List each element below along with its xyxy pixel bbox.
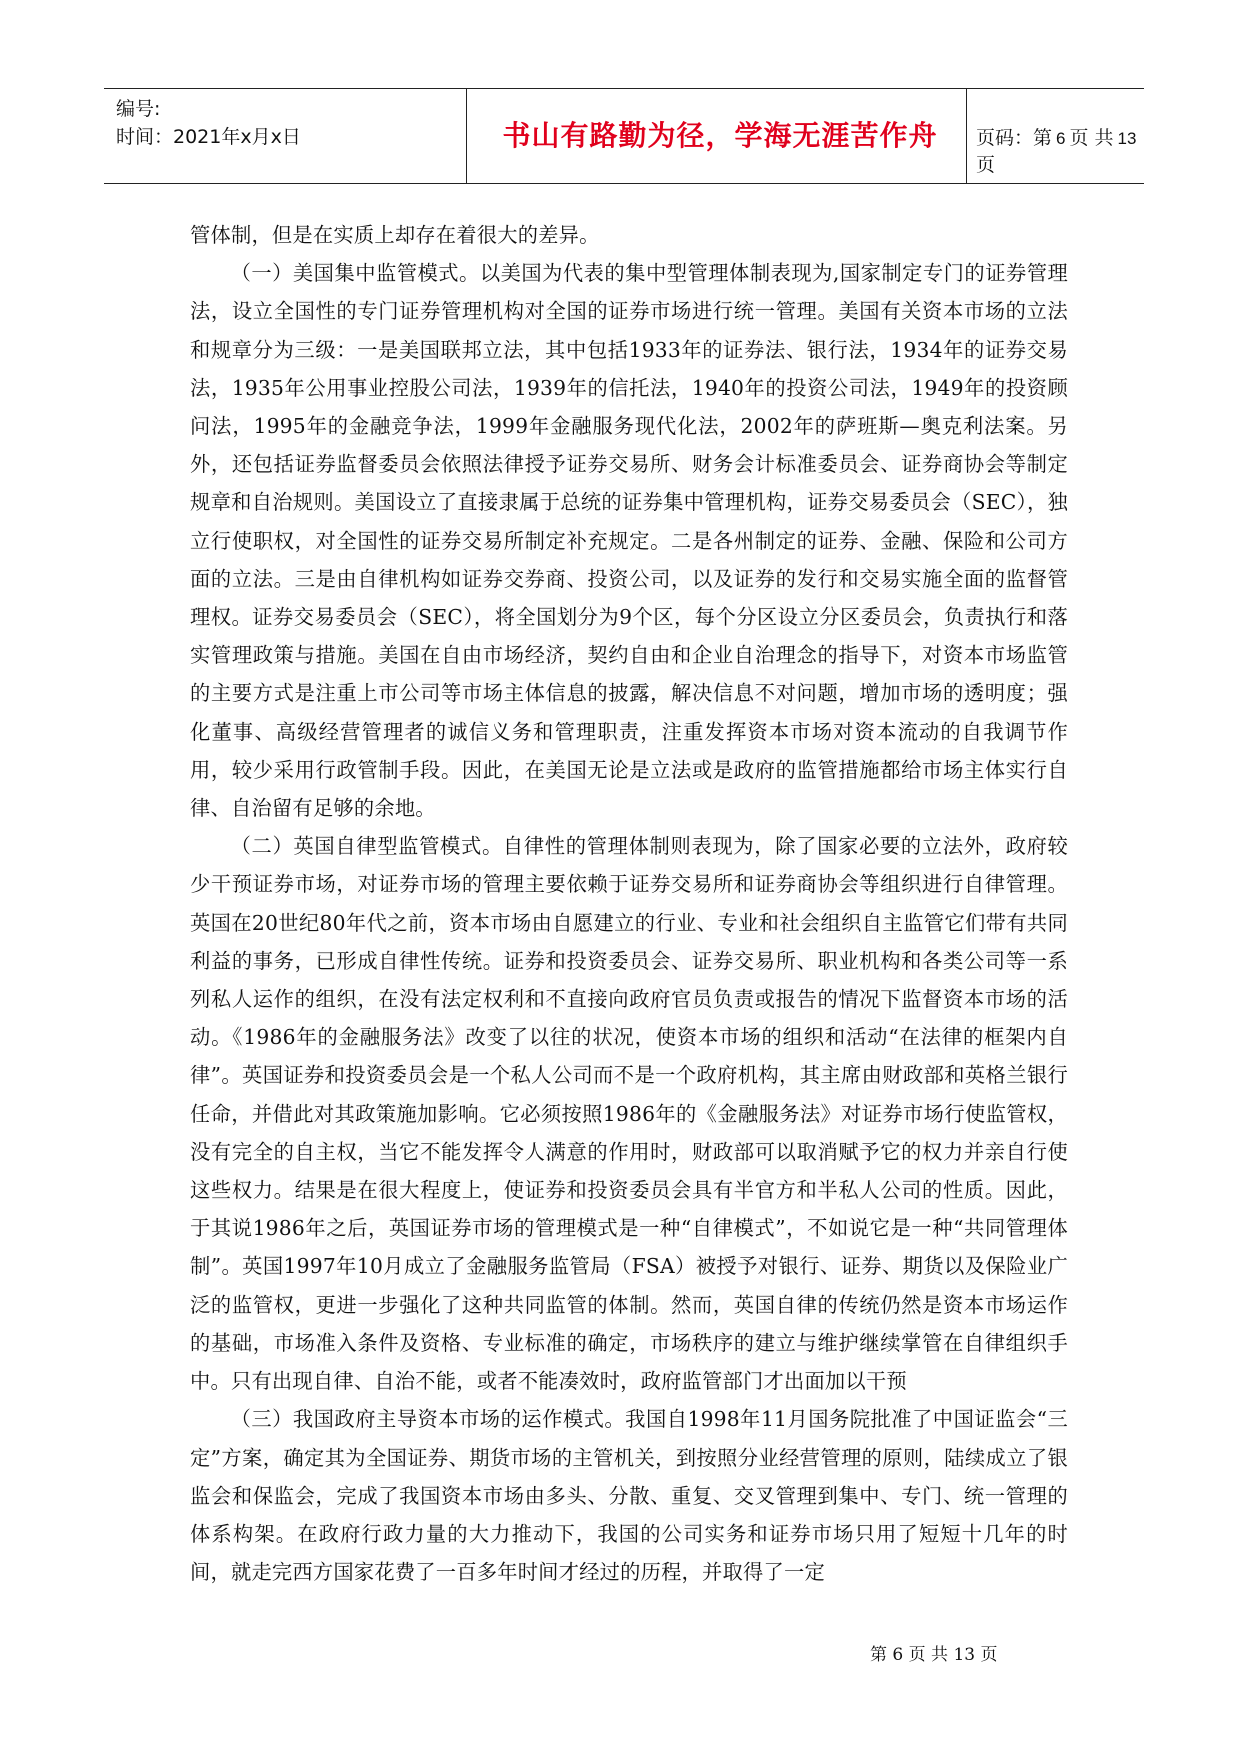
document-body [190,216,1068,1591]
header-page-indicator [976,123,1144,177]
footer-suffix: 页 [980,1645,998,1665]
header-page-current: 6 [1056,129,1066,148]
page-header [104,88,1144,184]
footer-page-mid: 页 共 [908,1645,949,1665]
paragraph-uk-regulation: （二）英国自律型监管模式。自律性的管理体制则表现为，除了国家必要的立法外，政府较少干预证券市场，对证券市场的管理主要依赖于证券交易所和证券商协会等组织进行自律管理。英国在20世纪80年代之前，资本市场由自愿建立的行业、专业和社会组织自主监管它们带有共同利益的事务，已形成自律性传统。证券和投资委员会、证券交易所、职业机构和各类公司等一系列私人运作的组织，在没有法定权利和不直接向政府官员负责或报告的情况下监督资本市场的活动。《1986年的金融服务法》改变了以往的状况，使资本市场的组织和活动“在法律的框架内自律”。英国证券和投资委员会是一个私人公司而不是一个政府机构，其主席由财政部和英格兰银行任命，并借此对其政策施加影响。它必须按照1986年的《金融服务法》对证券市场行使监管权，没有完全的自主权，当它不能发挥令人满意的作用时，财政部可以取消赋予它的权力并亲自行使这些权力。结果是在很大程度上，使证券和投资委员会具有半官方和半私人公司的性质。因此，于其说1986年之后，英国证券市场的管理模式是一种“自律模式”，不如说它是一种“共同管理体制”。英国1997年10月成立了金融服务监管局（FSA）被授予对银行、证券、期货以及保险业广泛的监管权，更进一步强化了这种共同监管的体制。然而，英国自律的传统仍然是资本市场运作的基础，市场准入条件及资格、专业标准的确定，市场秩序的建立与维护继续掌管在自律组织手中。只有出现自律、自治不能，或者不能凑效时，政府监管部门才出面加以干预 [190,834,1068,1394]
header-page-mid: 页 共 [1069,127,1114,149]
document-time-label: 时间：2021年x月x日 [116,126,301,148]
footer-prefix: 第 [870,1645,887,1665]
header-page-suffix: 页 [976,154,996,176]
header-divider-left [466,89,467,183]
page-footer [870,1640,998,1665]
header-divider-right [966,89,967,183]
footer-page-total: 13 [953,1645,976,1665]
paragraph-china-regulation: （三）我国政府主导资本市场的运作模式。我国自1998年11月国务院批准了中国证监会“三定”方案，确定其为全国证券、期货市场的主管机关，到按照分业经营管理的原则，陆续成立了银监会和保监会，完成了我国资本市场由多头、分散、重复、交叉管理到集中、专门、统一管理的体系构架。在政府行政力量的大力推动下，我国的公司实务和证券市场只用了短短十几年的时间，就走完西方国家花费了一百多年时间才经过的历程，并取得了一定 [190,1407,1068,1585]
paragraph-continuation: 管体制，但是在实质上却存在着很大的差异。 [190,223,600,247]
footer-page-current: 6 [892,1645,904,1665]
header-meta [116,95,466,151]
document-number-label: 编号: [116,98,161,120]
paragraph-us-regulation: （一）美国集中监管模式。以美国为代表的集中型管理体制表现为,国家制定专门的证券管理法，设立全国性的专门证券管理机构对全国的证券市场进行统一管理。美国有关资本市场的立法和规章分为三级：一是美国联邦立法，其中包括1933年的证券法、银行法，1934年的证券交易法，1935年公用事业控股公司法，1939年的信托法，1940年的投资公司法，1949年的投资顾问法，1995年的金融竞争法，1999年金融服务现代化法，2002年的萨班斯—奥克利法案。另外，还包括证券监督委员会依照法律授予证券交易所、财务会计标准委员会、证券商协会等制定规章和自治规则。美国设立了直接隶属于总统的证券集中管理机构，证券交易委员会（SEC），独立行使职权，对全国性的证券交易所制定补充规定。二是各州制定的证券、金融、保险和公司方面的立法。三是由自律机构如证券交券商、投资公司，以及证券的发行和交易实施全面的监督管理权。证券交易委员会（SEC），将全国划分为9个区，每个分区设立分区委员会，负责执行和落实管理政策与措施。美国在自由市场经济，契约自由和企业自治理念的指导下，对资本市场监管的主要方式是注重上市公司等市场主体信息的披露，解决信息不对问题，增加市场的透明度；强化董事、高级经营管理者的诚信义务和管理职责，注重发挥资本市场对资本流动的自我调节作用，较少采用行政管制手段。因此，在美国无论是立法或是政府的监管措施都给市场主体实行自律、自治留有足够的余地。 [190,261,1068,821]
header-page-total: 13 [1117,129,1137,148]
header-page-prefix: 页码：第 [976,127,1053,149]
header-motto: 书山有路勤为径，学海无涯苦作舟 [502,119,938,152]
